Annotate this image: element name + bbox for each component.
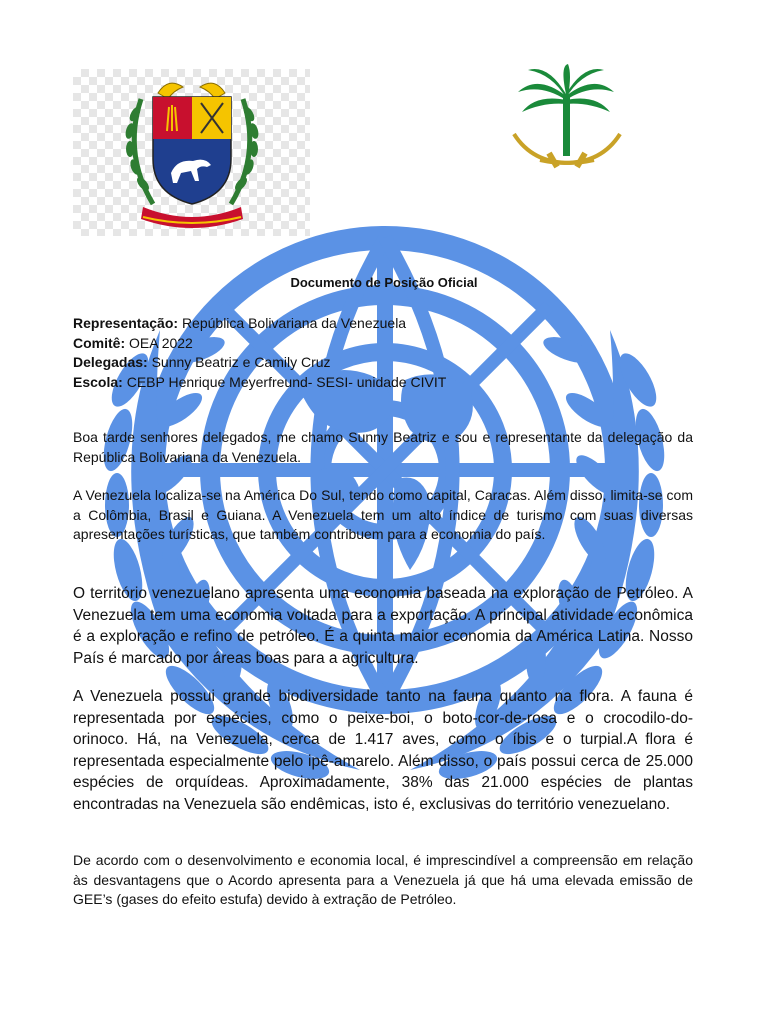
committee-row (73, 334, 446, 354)
paragraph-location: A Venezuela localiza-se na América Do Sul, tendo como capital, Caracas. Além disso, limita-se com a Colômbia, Brasil e Guiana. A Venezuela tem um alto índice de turismo com suas diversas apresentações turísticas, que também contribuem para a economia do país. (73, 487, 693, 542)
paragraph-economy: O território venezuelano apresenta uma economia baseada na exploração de Petróleo. A Venezuela tem uma economia voltada para a exportação. A principal atividade econômica é a exploração e refino de petróleo. É a quinta maior economia da América Latina. Nosso País é marcado por áreas boas para a agricultura. (73, 585, 693, 667)
delegates-value: Sunny Beatriz e Camily Cruz (151, 354, 331, 370)
paragraph-emissions: De acordo com o desenvolvimento e economia local, é imprescindível a compreensão em relação às desvantagens que o Acordo apresenta para a Venezuela já que há uma elevada emissão de GEE’s (gases do efeito estufa) devido à extração de Petróleo. (73, 852, 693, 907)
school-row (73, 373, 446, 393)
representation-row (73, 314, 446, 334)
delegates-label: Delegadas: (73, 354, 148, 370)
paragraph-biodiversity: A Venezuela possui grande biodiversidade tanto na fauna quanto na flora. A fauna é representada por espécies, como o peixe-boi, o boto-cor-de-rosa e o crocodilo-do-orinoco. Há, na Venezuela, cerca de 1.417 aves, como o íbis e o turpial.A flora é representada especialmente pelo ipê-amarelo. Além disso, o país possui cerca de 25.000 espécies de orquídeas. Aproximadamente, 38% das 21.000 espécies de plantas encontradas na Venezuela são endêmicas, isto é, exclusivas do território venezuelano. (73, 688, 693, 813)
venezuela-coat-of-arms-icon (73, 69, 310, 236)
committee-label: Comitê: (73, 334, 126, 351)
delegates-row (73, 353, 446, 373)
school-label: Escola: (73, 373, 123, 390)
paragraph-greeting: Boa tarde senhores delegados, me chamo Sunny Beatriz e sou e representante da delegação da República Bolivariana da Venezuela. (73, 429, 693, 465)
committee-value: OEA 2022 (129, 334, 193, 351)
school-value: CEBP Henrique Meyerfreund- SESI- unidade CIVIT (126, 373, 447, 390)
representation-label: Representação: (73, 315, 179, 331)
representation-value: República Bolivariana da Venezuela (181, 315, 407, 331)
metadata-block (73, 314, 446, 392)
saudi-palm-swords-emblem-icon (508, 64, 628, 184)
document-title: Documento de Posição Oficial (290, 275, 478, 290)
